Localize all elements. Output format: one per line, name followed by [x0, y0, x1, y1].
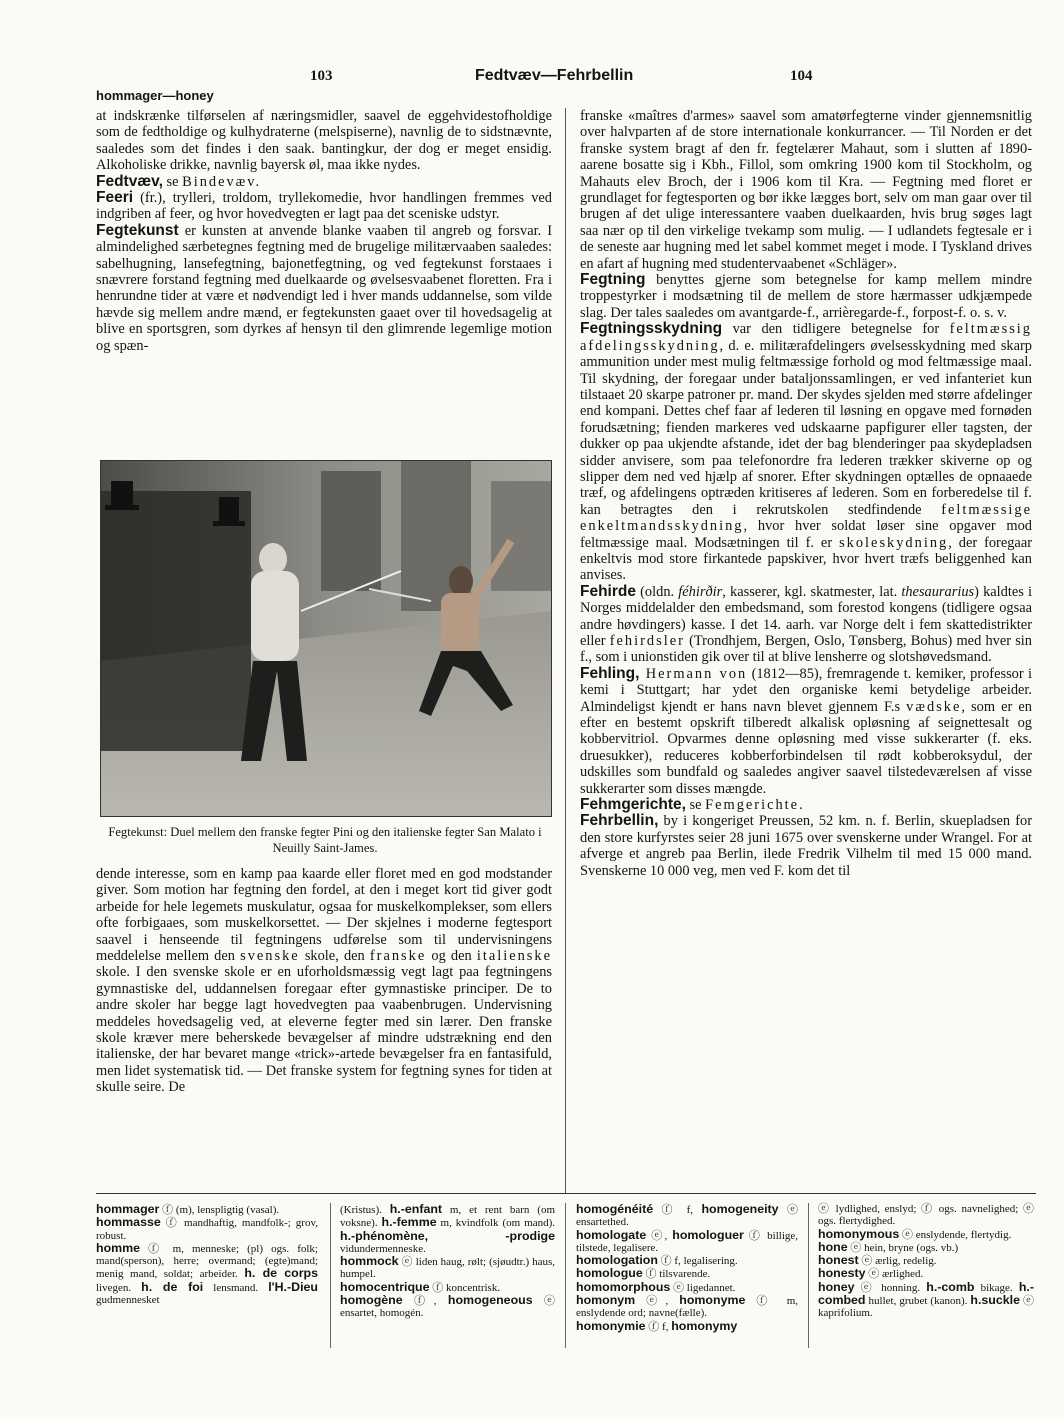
footer-entry: hommager ⓕ (m), lenspligtig (vasal).	[96, 1202, 280, 1216]
footer-entry: homogène ⓕ, homogeneous ⓔ ensartet, homogén.	[340, 1293, 556, 1320]
footer-column-3	[576, 1203, 798, 1333]
page-title: Fedtvæv—Fehrbellin	[475, 67, 634, 84]
headword: Fegtekunst	[96, 221, 179, 239]
footer-entry: homonym ⓔ, homonyme ⓕ m, enslydende ord; navne(fælle).	[576, 1293, 799, 1320]
headword: Feeri	[96, 189, 134, 207]
entry-fegtningsskydning: Fegtningsskydning var den tidligere betegnelse for feltmæssig afdelingsskydning, d. e. militærafdelingers øvelsesskydning med skarp ammunition under mest mulig feltmæssige forhold og mod feltmæssige maal. Til skydning, der foregaar under bataljonssamlingen, er ved infanteriet kun tilstaaet 20 skarpe patroner pr. mand. Der skydes sjelden med større afdelinger end kompani. Dettes chef faar af lederen til løsning en opgave med fornøden forudsætning; fienden markeres ved udskaarne papfigurer eller tagsten, der dukker op paa ukjendte afstande, idet der bag blenderinger paa skydepladsen sidder anvisere, som paa telefonordre fra lederen trækker skiverne op og slipper dem ned ved hjælp af snorer. Efter skydningen optælles de opnaaede træf, og afdelingens optræden kritiseres af lederen. Som en forberedelse til f. kan betragtes den i rekrutskolen stedfindende feltmæssige enkeltmandsskydning, hvor hver soldat løser sine opgaver mod feltmæssige maal. Modsætningen til f. er skoleskydning, der foregaar enkeltvis mod store firkantede papskiver, hvor hvert træfs beliggenhed kan anvises.	[580, 320, 1032, 584]
footer-entry: homonymie ⓕ f, homonymy	[576, 1318, 738, 1333]
paragraph-fegtekunst-cont: dende interesse, som en kamp paa kaarde eller floret med en god modstander giver. Som motion har fegtning den fordel, at den i meget kort tid giver godt arbeide for hele legemets muskulatur, ogsaa for muskelkomplekser, som ellers ofte forbigaaes, som muskelkorsettet. — Der skjelnes i moderne fegtesport saavel i henseende til fegtningens udførelse som til undervisningens meddelelse mellem den svenske skole, den franske og den italienske skole. I den svenske skole er en uforholdsmæssig vegt lagt paa fegtningens gymnastiske del, uddannelsen foregaar efter gymnastiske principer. De to andre skoler har begge lagt hovedvegten paa vaabenbrugen. Undervisning meddeles hovedsagelig ved, at eleverne fegter med sin lærer. Den franske skole kræver mere beherskede bevægelser af mindre udstrækning end den italienske, der har bevaret mange «trick»-artede bevægelser fra en fantasifuld, men lidet systematisk tid. — Det franske system for fegtning synes for tiden at skulle seire. De	[96, 866, 552, 1096]
photo-caption: Fegtekunst: Duel mellem den franske fegter Pini og den italienske fegter San Malato i Neuilly Saint-James.	[108, 825, 542, 855]
footer-divider	[808, 1203, 809, 1348]
paragraph-continuation: at indskrænke tilførselen af næringsmidler, saavel de eggehvidestofholdige som de fedtholdige og kulhydraterne (melspiserne), navnlig de to sidstnævnte, saaledes som det findes i den saak. bantingkur, der dog er meget ensidig. Alkoholiske drikke, navnlig bayersk øl, maa ikke nydes.	[96, 108, 552, 174]
footer-entry: homme ⓕ m, menneske; (pl) ogs. folk; mand(sperson), herre; overmand; (egte)mand; menig mand, soldat; arbeider. h. de corps livegen. h. de foi lensmand. l'H.-Dieu gudmennesket	[96, 1240, 318, 1307]
footer-entry: honesty ⓔ ærlighed.	[818, 1266, 924, 1281]
footer-entry: (Kristus). h.-enfant m, et rent barn (om voksne). h.-femme m, kvindfolk (om mand). h.-phénomène, -prodige vidundermenneske.	[340, 1202, 555, 1255]
cross-ref: Bindevæv.	[182, 173, 262, 190]
footer-entry: hommock ⓔ liden haug, rølt; (sjøudtr.) haus, humpel.	[340, 1254, 555, 1281]
guide-word: hommager—honey	[96, 88, 214, 103]
entry-fehmgerichte: Fehmgerichte, se Femgerichte.	[580, 796, 805, 814]
footer-column-4	[818, 1203, 1034, 1320]
footer-entry: hommasse ⓕ mandhaftig, mandfolk-; grov, robust.	[96, 1215, 318, 1242]
right-column	[580, 108, 1032, 879]
footer-entry: ⓔ lydlighed, enslyd; ⓕ ogs. navnelighed; ⓔ ogs. flertydighed.	[818, 1203, 1034, 1228]
headword: Fehirde	[580, 582, 636, 600]
column-divider	[565, 108, 566, 1193]
footer-entry: homologation ⓕ f, legalisering.	[576, 1253, 738, 1268]
footer-column-2	[340, 1203, 555, 1320]
headword: Fegtningsskydning	[580, 320, 723, 338]
footer-divider	[330, 1203, 331, 1348]
footer-entry: homologate ⓔ, homologuer ⓕ billige, tilstede, legalisere.	[576, 1227, 799, 1254]
entry-fedtvaev: Fedtvæv, se Bindevæv.	[96, 172, 262, 190]
footer-rule	[96, 1193, 1036, 1194]
footer-column-1	[96, 1203, 318, 1306]
footer-entry: honey ⓔ honning. h.-comb bikage. h.-combed hullet, grubet (kanon). h.suckle ⓔ kaprifolium.	[818, 1279, 1034, 1320]
footer-entry: homogénéité ⓕ f, homogeneity ⓔ ensartethed.	[576, 1202, 798, 1229]
entry-fehling: Fehling, Hermann von (1812—85), fremragende t. kemiker, professor i kemi i Stuttgart; har ydet den organiske kemi betydelige arbeider. Almindeligst kjendt er hans navn blevet gjennem F.s vædske, som er en efter en bestemt opskrift tilberedt alkalisk opløsning af seignettesalt og kobbervitriol. Opvarmes denne opløsning med visse sukkerarter (f. eks. druesukker), reduceres kobberforbindelsen til rødt kobberoksydul, der udskilles som bundfald og saaledes angiver saavel tilstedeværelsen af visse sukkerarter som disses mængde.	[580, 664, 1033, 797]
headword: Fehling,	[580, 664, 640, 682]
footer-entry: homomorphous ⓔ ligedannet.	[576, 1279, 736, 1294]
page-number-left: 103	[310, 68, 333, 84]
footer-entry: homonymous ⓔ enslydende, flertydig.	[818, 1226, 1012, 1241]
footer-entry: honest ⓔ ærlig, redelig.	[818, 1253, 937, 1268]
cross-ref: Femgerichte.	[705, 797, 805, 814]
left-column-top	[96, 108, 552, 354]
fencing-photo	[100, 460, 552, 817]
page-number-right: 104	[790, 68, 813, 84]
headword: Fedtvæv,	[96, 172, 163, 190]
left-column-bottom	[96, 866, 552, 1096]
footer-entry: homocentrique ⓕ koncentrisk.	[340, 1279, 501, 1294]
entry-fehrbellin: Fehrbellin, by i kongeriget Preussen, 52 km. n. f. Berlin, skuepladsen for den store kurfyrstes seier 28 juni 1675 over svenskerne under Wrangel. For at afverge et angreb paa Berlin, ilede Fredrik Vilhelm til med 15 000 mand. Svenskerne 10 000 veg, men ved F. kom det til	[580, 812, 1032, 879]
headword: Fegtning	[580, 271, 646, 289]
paragraph-continuation: franske «maîtres d'armes» saavel som amatørfegterne vinder gjennemsnitlig over halvparten af de store internationale konkurrancer. — Til Norden er det franske system bragt af den fr. fegtelærer Mahaut, som i slutten af 1890-aarene bosatte sig i Kbh., Fillol, som omkring 1900 kom til Stockholm, og Mahauts elev Broch, der i 1906 kom til Kra. — Fegtning med floret er grundlaget for fegtesporten og bør ikke lægges bort, selv om man gaar over til brugen af det ulige interessantere vaaben duelkaarden, hvis brug søges lagt saa nær op til den virkelige tvekamp som mulig. — I udlandets fegtesale er i de seneste aar hugning med let sabel kommet meget i mode. I Tyskland drives en afart af hugning med studentervaabenet «Schläger».	[580, 108, 1032, 272]
footer-divider	[565, 1203, 566, 1348]
entry-fegtekunst: Fegtekunst er kunsten at anvende blanke vaaben til angreb og forsvar. I almindelighed særbetegnes fegtning med de brugelige militærvaaben saaledes: sabelhugning, lansefegtning, bajonetfegtning, og ved fegtekunst forstaaes i snævrere forstand fegtning med duelkaarde og øvelsesvaabenet floretten. Fra i henrundne tider at være et nødvendigt led i hver mands uddannelse, som vilde hævde sig mellem andre mænd, er fegtekunsten gaaet over til hovedsagelig at blive en sportsgren, som dyrkes af hensyn til den glimrende legemlige motion og spæn-	[96, 221, 552, 354]
entry-feeri: Feeri (fr.), trylleri, troldom, tryllekomedie, hvor handlingen fremmes ved indgriben af feer, og hvor hovedvegten er lagt paa det sceniske udstyr.	[96, 189, 552, 223]
entry-fegtning: Fegtning benyttes gjerne som betegnelse for kamp mellem mindre troppestyrker i modsætning til de mellem de store hærmasser udkjæmpede slag. Der tales saaledes om avantgarde-f., arrièregarde-f., forpost-f. o. s. v.	[580, 271, 1032, 321]
headword: Fehrbellin,	[580, 812, 659, 830]
footer-entry: hone ⓔ hein, bryne (ogs. vb.)	[818, 1239, 959, 1254]
entry-fehirde: Fehirde (oldn. féhirðir, kasserer, kgl. skatmester, lat. thesaurarius) kaldtes i Norges middelalder den embedsmand, som forestod kongens (tidligere ogsaa andre høvdingers) kasse. I det 14. aarh. var Norge delt i fem skattedistrikter eller fehirdsler (Trondhjem, Bergen, Oslo, Tønsberg, Bohus) med hver sin f., som i unionstiden gik over til at blive lensherre og slotshøvedsmand.	[580, 582, 1032, 666]
headword: Fehmgerichte,	[580, 796, 686, 814]
footer-entry: homologue ⓕ tilsvarende.	[576, 1266, 711, 1281]
